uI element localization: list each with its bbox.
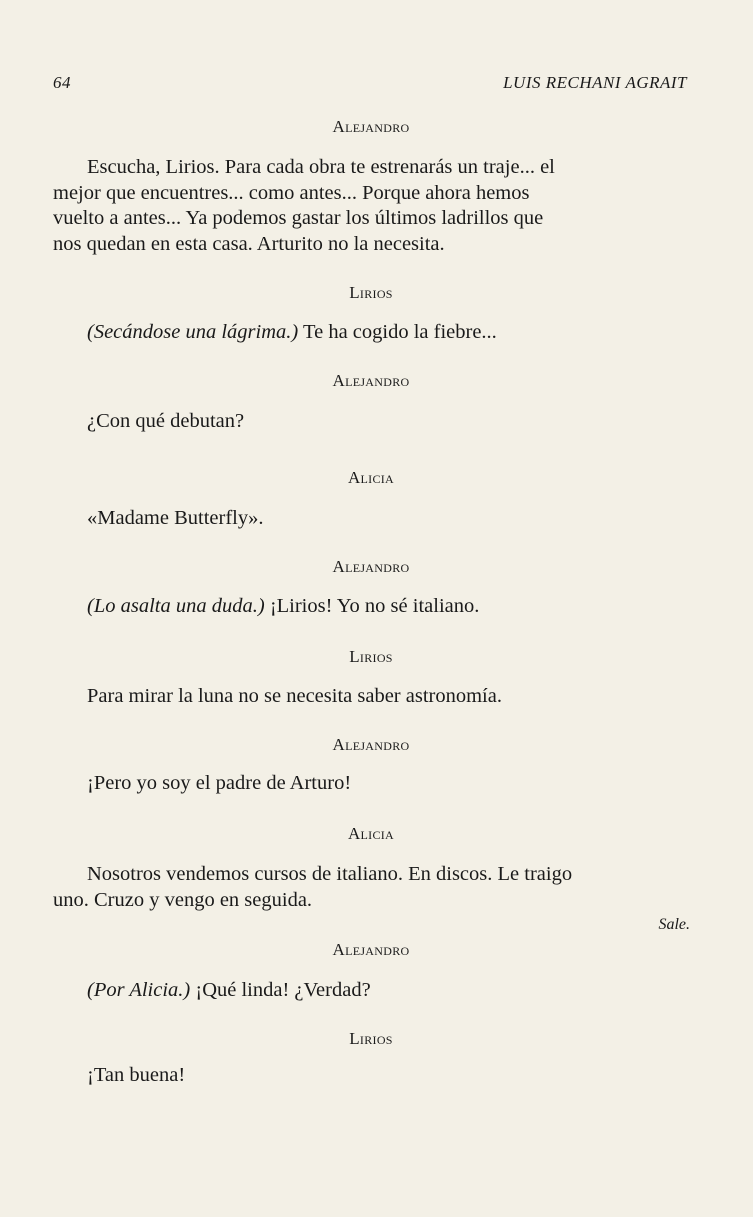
speaker-name: Lirios bbox=[349, 1029, 393, 1048]
dialogue-text bbox=[53, 862, 689, 913]
dialogue-line: «Madame Butterfly». bbox=[87, 507, 264, 529]
dialogue-line: uno. Cruzo y vengo en seguida. bbox=[53, 888, 313, 911]
dialogue-text bbox=[53, 320, 689, 346]
dialogue-text bbox=[53, 684, 689, 710]
page-header bbox=[53, 73, 687, 95]
speaker-name: Alejandro bbox=[332, 371, 410, 390]
dialogue-line: ¡Pero yo soy el padre de Arturo! bbox=[87, 772, 352, 794]
dialogue-text bbox=[53, 506, 689, 532]
dialogue-line: Nosotros vendemos cursos de italiano. En discos. Le traigo bbox=[87, 863, 573, 885]
stage-direction: (Lo asalta una duda.) bbox=[87, 595, 265, 617]
speaker-name: Lirios bbox=[349, 647, 393, 666]
page-number: 64 bbox=[53, 73, 71, 92]
dialogue-line: ¡Lirios! Yo no sé italiano. bbox=[269, 595, 480, 617]
dialogue-line: vuelto a antes... Ya podemos gastar los últimos ladrillos que bbox=[53, 207, 544, 229]
dialogue-line: ¿Con qué debutan? bbox=[87, 410, 245, 432]
speaker-name: Lirios bbox=[349, 283, 393, 302]
dialogue-text bbox=[53, 978, 689, 1004]
stage-direction: (Secándose una lágrima.) bbox=[87, 321, 299, 343]
dialogue-text bbox=[53, 771, 689, 797]
dialogue-text bbox=[53, 409, 689, 435]
dialogue-line: Para mirar la luna no se necesita saber astronomía. bbox=[87, 685, 502, 707]
dialogue-text bbox=[53, 155, 689, 257]
stage-direction: (Por Alicia.) bbox=[87, 979, 191, 1001]
dialogue-line: nos quedan en esta casa. Arturito no la necesita. bbox=[53, 232, 445, 255]
dialogue-line: ¡Qué linda! ¿Verdad? bbox=[195, 979, 371, 1001]
dialogue-line: mejor que encuentres... como antes... Porque ahora hemos bbox=[53, 181, 530, 204]
dialogue-line: Escucha, Lirios. Para cada obra te estrenarás un traje... el bbox=[87, 156, 555, 178]
speaker-name: Alejandro bbox=[332, 117, 410, 136]
speaker-name: Alicia bbox=[347, 468, 395, 487]
dialogue-text bbox=[53, 594, 689, 620]
speaker-name: Alejandro bbox=[332, 557, 410, 576]
running-title: LUIS RECHANI AGRAIT bbox=[503, 73, 687, 92]
speaker-name: Alicia bbox=[347, 824, 395, 843]
dialogue-line: Te ha cogido la fiebre... bbox=[303, 321, 497, 343]
speaker-name: Alejandro bbox=[332, 940, 410, 959]
stage-exit: Sale. bbox=[658, 916, 690, 933]
speaker-name: Alejandro bbox=[332, 735, 410, 754]
dialogue-text bbox=[53, 1063, 689, 1089]
dialogue-line: ¡Tan buena! bbox=[87, 1064, 186, 1086]
